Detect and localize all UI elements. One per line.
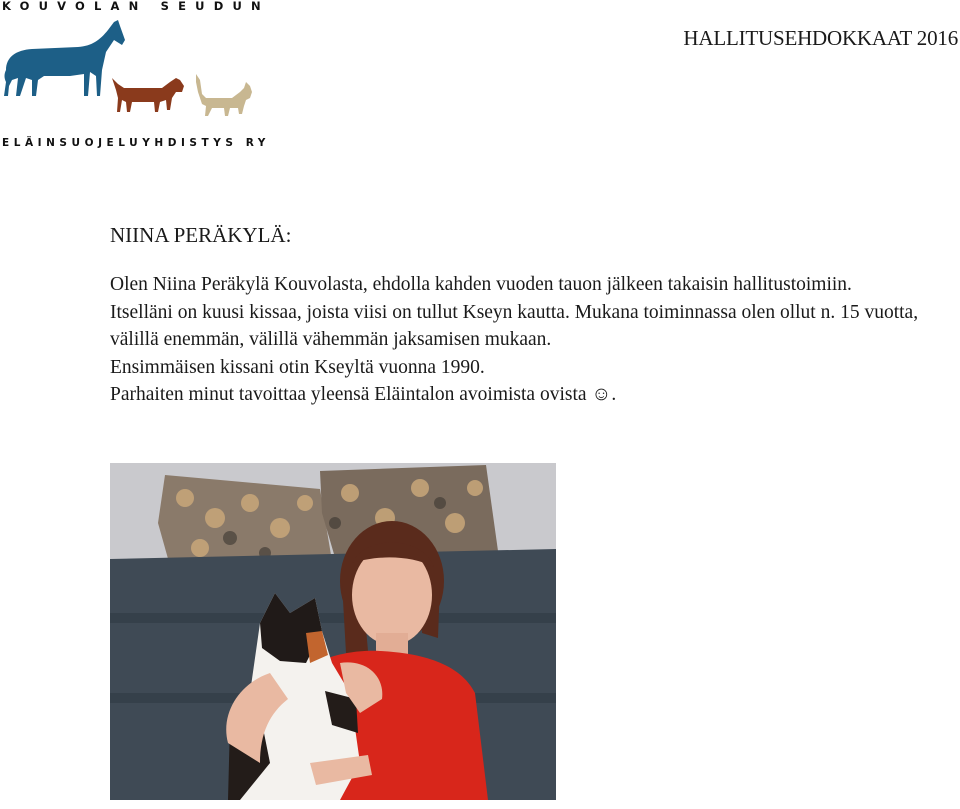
- bio-line: Olen Niina Peräkylä Kouvolasta, ehdolla kahden vuoden tauon jälkeen takaisin hallitustoimiin.: [110, 274, 852, 295]
- animals-logo-icon: [0, 12, 260, 137]
- candidate-bio: [110, 271, 940, 409]
- logo-org-name-bottom: ELÄINSUOJELUYHDISTYS RY: [2, 137, 270, 149]
- candidate-name: NIINA PERÄKYLÄ:: [110, 223, 292, 247]
- bio-line: Itselläni on kuusi kissaa, joista viisi on tullut Kseyn kautta. Mukana toiminnassa olen ollut n. 15 vuotta, välillä enemmän, välillä vähemmän jaksamisen mukaan.: [110, 301, 919, 351]
- cat-icon: [196, 74, 252, 116]
- organization-logo: [0, 0, 270, 155]
- bio-line: Parhaiten minut tavoittaa yleensä Eläintalon avoimista ovista ☺.: [110, 384, 617, 406]
- document-header: HALLITUSEHDOKKAAT 2016: [683, 26, 958, 50]
- logo-org-name-top: KOUVOLAN SEUDUN: [2, 0, 270, 13]
- bio-line: Ensimmäisen kissani otin Kseyltä vuonna 1990.: [110, 356, 485, 378]
- candidate-photo: [110, 463, 556, 800]
- photo-woman-holding-cat-icon: [110, 463, 556, 800]
- dog-icon: [112, 78, 184, 112]
- horse-icon: [4, 20, 125, 96]
